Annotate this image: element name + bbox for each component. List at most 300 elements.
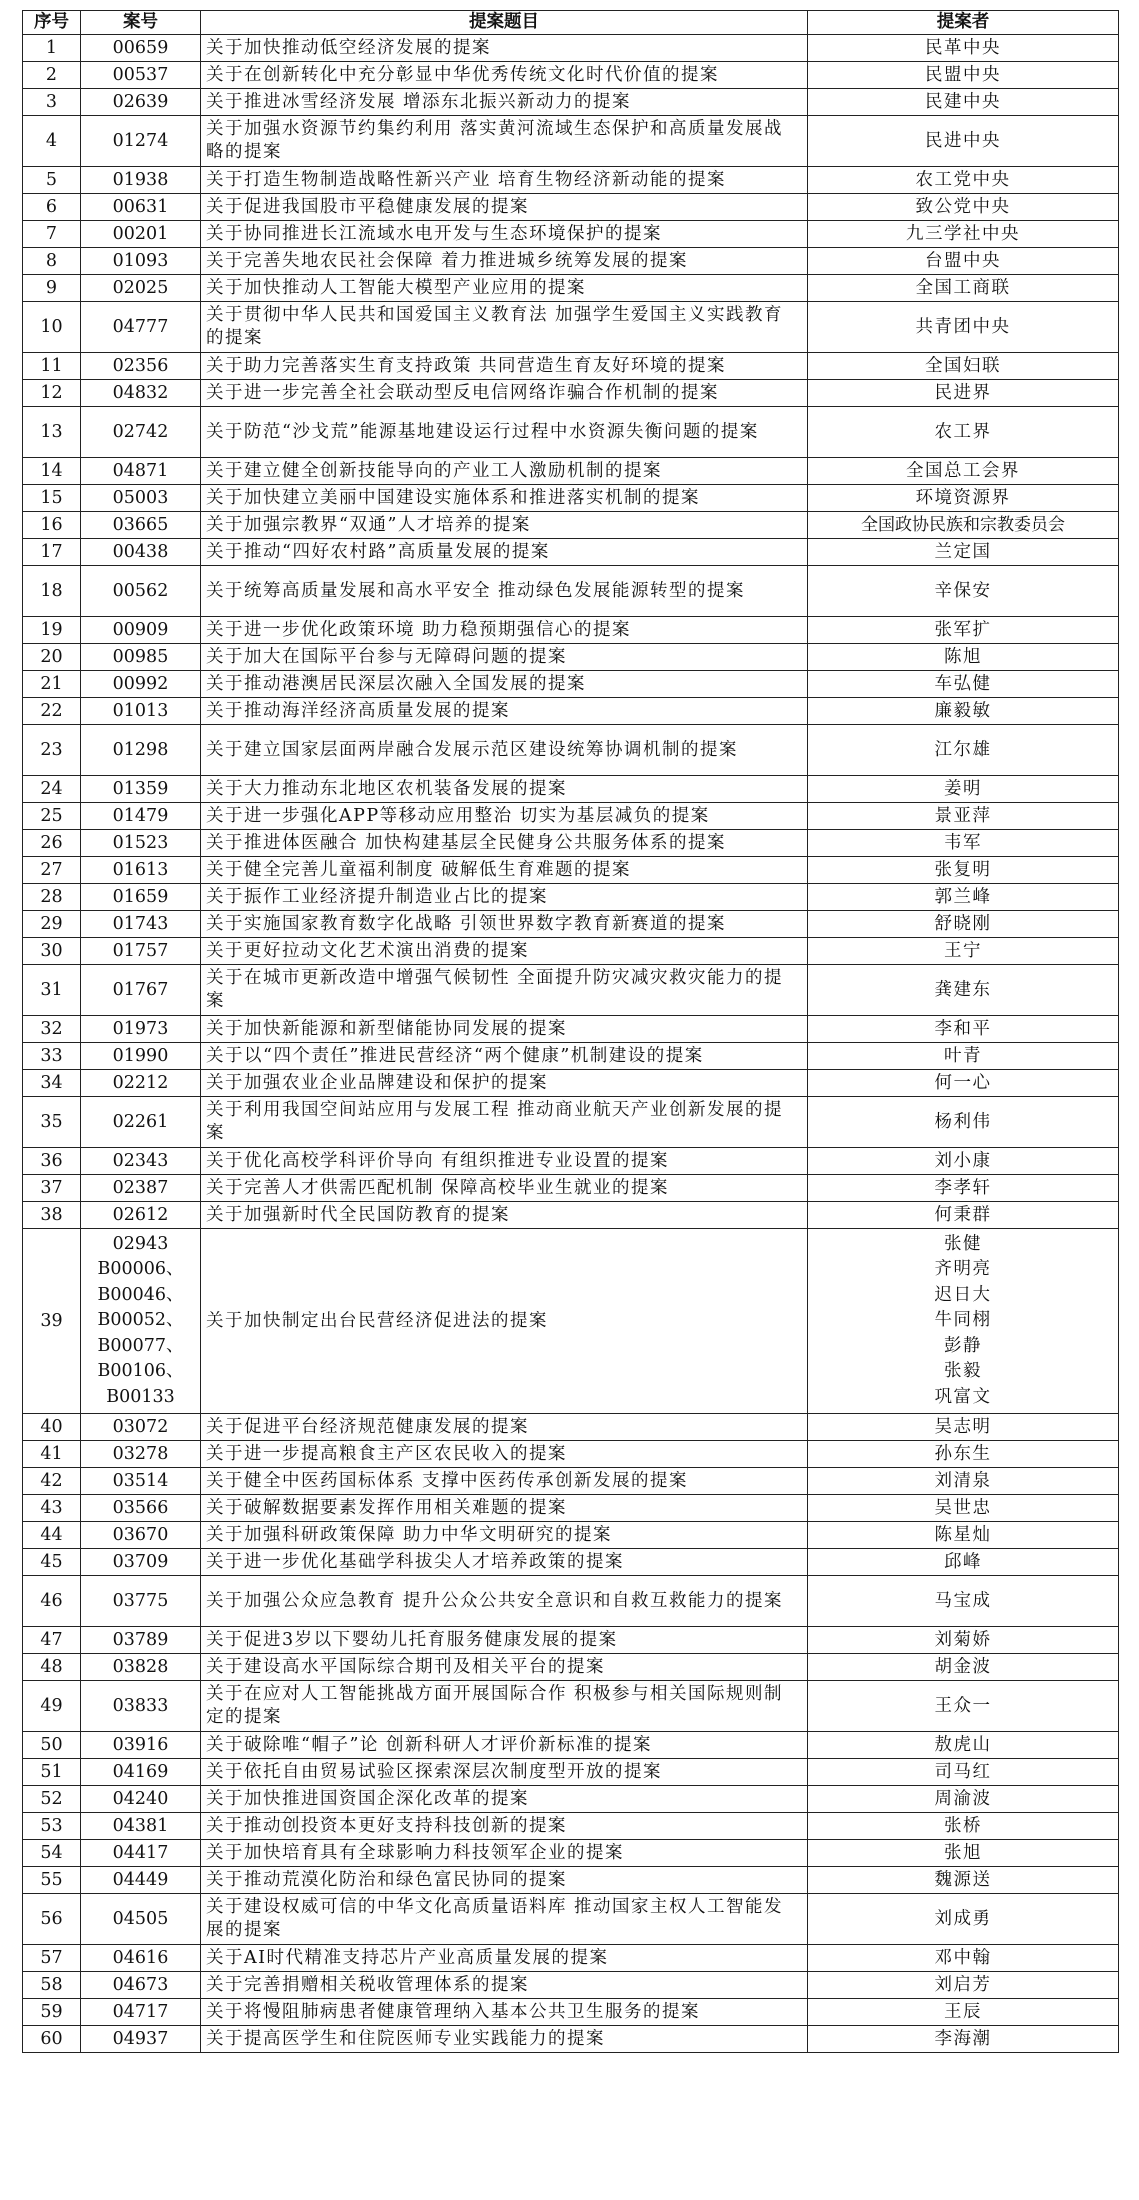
row-title: 关于提高医学生和住院医师专业实践能力的提案 xyxy=(201,2026,808,2053)
row-title: 关于将慢阻肺病患者健康管理纳入基本公共卫生服务的提案 xyxy=(201,1999,808,2026)
row-number: 02742 xyxy=(81,407,201,458)
row-number: 01757 xyxy=(81,938,201,965)
row-seq: 47 xyxy=(23,1627,81,1654)
row-number: 01973 xyxy=(81,1016,201,1043)
row-proposer: 陈星灿 xyxy=(808,1522,1119,1549)
row-seq: 40 xyxy=(23,1414,81,1441)
row-title: 关于加快建立美丽中国建设实施体系和推进落实机制的提案 xyxy=(201,485,808,512)
row-proposer: 李和平 xyxy=(808,1016,1119,1043)
table-row xyxy=(23,1894,1119,1945)
row-number: 03566 xyxy=(81,1495,201,1522)
row-seq: 37 xyxy=(23,1175,81,1202)
row-seq: 23 xyxy=(23,725,81,776)
row-number: 05003 xyxy=(81,485,201,512)
row-seq: 28 xyxy=(23,884,81,911)
row-proposer: 龚建东 xyxy=(808,965,1119,1016)
row-title: 关于推动港澳居民深层次融入全国发展的提案 xyxy=(201,671,808,698)
table-row xyxy=(23,1681,1119,1732)
row-seq: 45 xyxy=(23,1549,81,1576)
row-number: 00562 xyxy=(81,566,201,617)
table-row xyxy=(23,167,1119,194)
table-row xyxy=(23,1627,1119,1654)
row-seq: 27 xyxy=(23,857,81,884)
table-row xyxy=(23,2026,1119,2053)
row-number: 01013 xyxy=(81,698,201,725)
row-number: 00438 xyxy=(81,539,201,566)
row-title: 关于推动海洋经济高质量发展的提案 xyxy=(201,698,808,725)
table-row xyxy=(23,221,1119,248)
row-proposer: 张复明 xyxy=(808,857,1119,884)
row-number: 04381 xyxy=(81,1813,201,1840)
row-number: 01298 xyxy=(81,725,201,776)
row-seq: 13 xyxy=(23,407,81,458)
row-seq: 57 xyxy=(23,1945,81,1972)
row-number: 00659 xyxy=(81,35,201,62)
row-proposer: 吴志明 xyxy=(808,1414,1119,1441)
row-seq: 16 xyxy=(23,512,81,539)
row-number: 03278 xyxy=(81,1441,201,1468)
row-proposer: 周渝波 xyxy=(808,1786,1119,1813)
row-seq: 30 xyxy=(23,938,81,965)
row-title: 关于更好拉动文化艺术演出消费的提案 xyxy=(201,938,808,965)
row-proposer: 王辰 xyxy=(808,1999,1119,2026)
row-proposer: 全国工商联 xyxy=(808,275,1119,302)
row-title: 关于协同推进长江流域水电开发与生态环境保护的提案 xyxy=(201,221,808,248)
row-proposer: 全国政协民族和宗教委员会 xyxy=(808,512,1119,539)
row-title: 关于打造生物制造战略性新兴产业 培育生物经济新动能的提案 xyxy=(201,167,808,194)
table-row xyxy=(23,1759,1119,1786)
row-title: 关于加快推动人工智能大模型产业应用的提案 xyxy=(201,275,808,302)
row-proposer: 邱峰 xyxy=(808,1549,1119,1576)
row-seq: 41 xyxy=(23,1441,81,1468)
row-proposer: 王众一 xyxy=(808,1681,1119,1732)
row-number: 02612 xyxy=(81,1202,201,1229)
row-number: 04871 xyxy=(81,458,201,485)
row-number: 00201 xyxy=(81,221,201,248)
table-row xyxy=(23,353,1119,380)
row-proposer: 全国总工会界 xyxy=(808,458,1119,485)
table-row xyxy=(23,275,1119,302)
row-proposer: 刘清泉 xyxy=(808,1468,1119,1495)
row-seq: 56 xyxy=(23,1894,81,1945)
row-title: 关于统筹高质量发展和高水平安全 推动绿色发展能源转型的提案 xyxy=(201,566,808,617)
row-title: 关于加快培育具有全球影响力科技领军企业的提案 xyxy=(201,1840,808,1867)
row-proposer: 何一心 xyxy=(808,1070,1119,1097)
row-number: 01938 xyxy=(81,167,201,194)
row-number: 03775 xyxy=(81,1576,201,1627)
row-number: 02261 xyxy=(81,1097,201,1148)
row-proposer: 陈旭 xyxy=(808,644,1119,671)
row-title: 关于以“四个责任”推进民营经济“两个健康”机制建设的提案 xyxy=(201,1043,808,1070)
row-number: 03828 xyxy=(81,1654,201,1681)
row-proposer: 张军扩 xyxy=(808,617,1119,644)
row-proposer: 张健 齐明亮 迟日大 牛同栩 彭静 张毅 巩富文 xyxy=(808,1229,1119,1414)
row-proposer: 民革中央 xyxy=(808,35,1119,62)
row-proposer: 司马红 xyxy=(808,1759,1119,1786)
row-seq: 15 xyxy=(23,485,81,512)
table-row xyxy=(23,1972,1119,1999)
row-number: 01274 xyxy=(81,116,201,167)
row-number: 01359 xyxy=(81,776,201,803)
row-proposer: 民建中央 xyxy=(808,89,1119,116)
row-seq: 25 xyxy=(23,803,81,830)
row-number: 03916 xyxy=(81,1732,201,1759)
row-proposer: 张桥 xyxy=(808,1813,1119,1840)
row-title: 关于加大在国际平台参与无障碍问题的提案 xyxy=(201,644,808,671)
row-seq: 51 xyxy=(23,1759,81,1786)
row-title: 关于破除唯“帽子”论 创新科研人才评价新标准的提案 xyxy=(201,1732,808,1759)
row-title: 关于完善捐赠相关税收管理体系的提案 xyxy=(201,1972,808,1999)
row-number: 03514 xyxy=(81,1468,201,1495)
table-row xyxy=(23,248,1119,275)
row-number: 01659 xyxy=(81,884,201,911)
row-proposer: 吴世忠 xyxy=(808,1495,1119,1522)
row-title: 关于促进平台经济规范健康发展的提案 xyxy=(201,1414,808,1441)
row-proposer: 全国妇联 xyxy=(808,353,1119,380)
row-seq: 12 xyxy=(23,380,81,407)
row-proposer: 胡金波 xyxy=(808,1654,1119,1681)
table-row xyxy=(23,671,1119,698)
row-number: 01990 xyxy=(81,1043,201,1070)
row-number: 02212 xyxy=(81,1070,201,1097)
table-row xyxy=(23,407,1119,458)
table-row xyxy=(23,803,1119,830)
table-row xyxy=(23,1016,1119,1043)
row-number: 01613 xyxy=(81,857,201,884)
row-proposer: 舒晓刚 xyxy=(808,911,1119,938)
row-number: 03709 xyxy=(81,1549,201,1576)
table-row xyxy=(23,1522,1119,1549)
row-proposer: 邓中翰 xyxy=(808,1945,1119,1972)
row-seq: 50 xyxy=(23,1732,81,1759)
row-seq: 34 xyxy=(23,1070,81,1097)
table-row xyxy=(23,1867,1119,1894)
row-proposer: 民进中央 xyxy=(808,116,1119,167)
table-row xyxy=(23,1576,1119,1627)
table-row xyxy=(23,1999,1119,2026)
row-proposer: 杨利伟 xyxy=(808,1097,1119,1148)
row-number: 00992 xyxy=(81,671,201,698)
table-row xyxy=(23,1148,1119,1175)
row-title: 关于推进冰雪经济发展 增添东北振兴新动力的提案 xyxy=(201,89,808,116)
row-seq: 59 xyxy=(23,1999,81,2026)
row-seq: 53 xyxy=(23,1813,81,1840)
row-proposer: 车弘健 xyxy=(808,671,1119,698)
row-proposer: 叶青 xyxy=(808,1043,1119,1070)
row-proposer: 李孝轩 xyxy=(808,1175,1119,1202)
row-title: 关于加快推进国资国企深化改革的提案 xyxy=(201,1786,808,1813)
row-seq: 10 xyxy=(23,302,81,353)
table-row xyxy=(23,1070,1119,1097)
row-seq: 5 xyxy=(23,167,81,194)
row-seq: 60 xyxy=(23,2026,81,2053)
row-seq: 2 xyxy=(23,62,81,89)
row-title: 关于加强水资源节约集约利用 落实黄河流域生态保护和高质量发展战略的提案 xyxy=(201,116,808,167)
table-row xyxy=(23,1414,1119,1441)
row-proposer: 刘菊娇 xyxy=(808,1627,1119,1654)
table-row xyxy=(23,485,1119,512)
table-body xyxy=(23,35,1119,2053)
row-title: 关于在创新转化中充分彰显中华优秀传统文化时代价值的提案 xyxy=(201,62,808,89)
header-proposer: 提案者 xyxy=(808,11,1119,35)
row-proposer: 环境资源界 xyxy=(808,485,1119,512)
row-proposer: 何秉群 xyxy=(808,1202,1119,1229)
table-row xyxy=(23,1549,1119,1576)
row-title: 关于防范“沙戈荒”能源基地建设运行过程中水资源失衡问题的提案 xyxy=(201,407,808,458)
table-row xyxy=(23,857,1119,884)
row-seq: 38 xyxy=(23,1202,81,1229)
table-row xyxy=(23,1840,1119,1867)
row-title: 关于完善失地农民社会保障 着力推进城乡统筹发展的提案 xyxy=(201,248,808,275)
row-title: 关于AI时代精准支持芯片产业高质量发展的提案 xyxy=(201,1945,808,1972)
table-header xyxy=(23,11,1119,35)
header-title: 提案题目 xyxy=(201,11,808,35)
row-proposer: 刘启芳 xyxy=(808,1972,1119,1999)
row-proposer: 张旭 xyxy=(808,1840,1119,1867)
row-number: 04717 xyxy=(81,1999,201,2026)
row-number: 01093 xyxy=(81,248,201,275)
row-seq: 39 xyxy=(23,1229,81,1414)
row-number: 03670 xyxy=(81,1522,201,1549)
row-title: 关于建设权威可信的中华文化高质量语料库 推动国家主权人工智能发展的提案 xyxy=(201,1894,808,1945)
row-title: 关于进一步完善全社会联动型反电信网络诈骗合作机制的提案 xyxy=(201,380,808,407)
row-proposer: 兰定国 xyxy=(808,539,1119,566)
table-row xyxy=(23,938,1119,965)
row-seq: 36 xyxy=(23,1148,81,1175)
row-title: 关于加强新时代全民国防教育的提案 xyxy=(201,1202,808,1229)
table-row xyxy=(23,302,1119,353)
row-title: 关于助力完善落实生育支持政策 共同营造生育友好环境的提案 xyxy=(201,353,808,380)
table-row xyxy=(23,1175,1119,1202)
table-row xyxy=(23,698,1119,725)
table-row xyxy=(23,1654,1119,1681)
row-title: 关于利用我国空间站应用与发展工程 推动商业航天产业创新发展的提案 xyxy=(201,1097,808,1148)
row-number: 01479 xyxy=(81,803,201,830)
row-seq: 8 xyxy=(23,248,81,275)
row-proposer: 辛保安 xyxy=(808,566,1119,617)
row-title: 关于完善人才供需匹配机制 保障高校毕业生就业的提案 xyxy=(201,1175,808,1202)
table-row xyxy=(23,1229,1119,1414)
header-number: 案号 xyxy=(81,11,201,35)
row-number: 04169 xyxy=(81,1759,201,1786)
row-seq: 11 xyxy=(23,353,81,380)
row-proposer: 李海潮 xyxy=(808,2026,1119,2053)
row-seq: 32 xyxy=(23,1016,81,1043)
row-proposer: 刘小康 xyxy=(808,1148,1119,1175)
table-row xyxy=(23,644,1119,671)
row-title: 关于建设高水平国际综合期刊及相关平台的提案 xyxy=(201,1654,808,1681)
row-proposer: 魏源送 xyxy=(808,1867,1119,1894)
row-seq: 35 xyxy=(23,1097,81,1148)
row-seq: 22 xyxy=(23,698,81,725)
row-seq: 55 xyxy=(23,1867,81,1894)
table-row xyxy=(23,725,1119,776)
row-number: 00985 xyxy=(81,644,201,671)
table-row xyxy=(23,830,1119,857)
table-row xyxy=(23,911,1119,938)
row-title: 关于推进体医融合 加快构建基层全民健身公共服务体系的提案 xyxy=(201,830,808,857)
row-seq: 29 xyxy=(23,911,81,938)
row-title: 关于贯彻中华人民共和国爱国主义教育法 加强学生爱国主义实践教育的提案 xyxy=(201,302,808,353)
row-seq: 43 xyxy=(23,1495,81,1522)
row-number: 04673 xyxy=(81,1972,201,1999)
row-number: 02639 xyxy=(81,89,201,116)
row-number: 02343 xyxy=(81,1148,201,1175)
row-number: 01767 xyxy=(81,965,201,1016)
row-number: 04417 xyxy=(81,1840,201,1867)
row-number: 03789 xyxy=(81,1627,201,1654)
row-title: 关于促进3岁以下婴幼儿托育服务健康发展的提案 xyxy=(201,1627,808,1654)
row-title: 关于优化高校学科评价导向 有组织推进专业设置的提案 xyxy=(201,1148,808,1175)
row-seq: 17 xyxy=(23,539,81,566)
row-seq: 54 xyxy=(23,1840,81,1867)
table-row xyxy=(23,512,1119,539)
table-row xyxy=(23,1202,1119,1229)
row-title: 关于推动创投资本更好支持科技创新的提案 xyxy=(201,1813,808,1840)
row-seq: 4 xyxy=(23,116,81,167)
row-title: 关于破解数据要素发挥作用相关难题的提案 xyxy=(201,1495,808,1522)
row-title: 关于进一步提高粮食主产区农民收入的提案 xyxy=(201,1441,808,1468)
row-seq: 52 xyxy=(23,1786,81,1813)
table-row xyxy=(23,617,1119,644)
table-row xyxy=(23,1468,1119,1495)
table-row xyxy=(23,539,1119,566)
row-seq: 49 xyxy=(23,1681,81,1732)
row-number: 04505 xyxy=(81,1894,201,1945)
row-proposer: 马宝成 xyxy=(808,1576,1119,1627)
row-seq: 18 xyxy=(23,566,81,617)
row-title: 关于加强农业企业品牌建设和保护的提案 xyxy=(201,1070,808,1097)
table-row xyxy=(23,1441,1119,1468)
row-title: 关于进一步优化政策环境 助力稳预期强信心的提案 xyxy=(201,617,808,644)
row-proposer: 台盟中央 xyxy=(808,248,1119,275)
table-row xyxy=(23,116,1119,167)
row-proposer: 景亚萍 xyxy=(808,803,1119,830)
table-row xyxy=(23,566,1119,617)
row-title: 关于在城市更新改造中增强气候韧性 全面提升防灾减灾救灾能力的提案 xyxy=(201,965,808,1016)
table-row xyxy=(23,1495,1119,1522)
row-proposer: 江尔雄 xyxy=(808,725,1119,776)
row-seq: 20 xyxy=(23,644,81,671)
row-title: 关于加强宗教界“双通”人才培养的提案 xyxy=(201,512,808,539)
row-number: 03833 xyxy=(81,1681,201,1732)
row-title: 关于健全中医药国标体系 支撑中医药传承创新发展的提案 xyxy=(201,1468,808,1495)
row-proposer: 王宁 xyxy=(808,938,1119,965)
row-seq: 42 xyxy=(23,1468,81,1495)
row-proposer: 农工党中央 xyxy=(808,167,1119,194)
row-title: 关于加强科研政策保障 助力中华文明研究的提案 xyxy=(201,1522,808,1549)
row-seq: 6 xyxy=(23,194,81,221)
row-title: 关于加快新能源和新型储能协同发展的提案 xyxy=(201,1016,808,1043)
row-seq: 48 xyxy=(23,1654,81,1681)
table-row xyxy=(23,194,1119,221)
row-proposer: 共青团中央 xyxy=(808,302,1119,353)
row-number: 02356 xyxy=(81,353,201,380)
row-seq: 44 xyxy=(23,1522,81,1549)
row-number: 04616 xyxy=(81,1945,201,1972)
row-title: 关于依托自由贸易试验区探索深层次制度型开放的提案 xyxy=(201,1759,808,1786)
row-title: 关于进一步强化APP等移动应用整治 切实为基层减负的提案 xyxy=(201,803,808,830)
row-proposer: 刘成勇 xyxy=(808,1894,1119,1945)
table-row xyxy=(23,380,1119,407)
row-seq: 21 xyxy=(23,671,81,698)
row-title: 关于在应对人工智能挑战方面开展国际合作 积极参与相关国际规则制定的提案 xyxy=(201,1681,808,1732)
row-proposer: 致公党中央 xyxy=(808,194,1119,221)
row-number: 04777 xyxy=(81,302,201,353)
row-seq: 24 xyxy=(23,776,81,803)
row-seq: 9 xyxy=(23,275,81,302)
table-row xyxy=(23,89,1119,116)
table-row xyxy=(23,1813,1119,1840)
table-row xyxy=(23,776,1119,803)
row-title: 关于推动“四好农村路”高质量发展的提案 xyxy=(201,539,808,566)
row-proposer: 敖虎山 xyxy=(808,1732,1119,1759)
row-number: 04240 xyxy=(81,1786,201,1813)
table-row xyxy=(23,884,1119,911)
row-title: 关于加快推动低空经济发展的提案 xyxy=(201,35,808,62)
row-number: 01743 xyxy=(81,911,201,938)
table-row xyxy=(23,62,1119,89)
row-number: 01523 xyxy=(81,830,201,857)
row-number: 04937 xyxy=(81,2026,201,2053)
row-seq: 31 xyxy=(23,965,81,1016)
row-number: 02025 xyxy=(81,275,201,302)
row-proposer: 姜明 xyxy=(808,776,1119,803)
row-number: 00909 xyxy=(81,617,201,644)
table-row xyxy=(23,1097,1119,1148)
proposals-table xyxy=(22,10,1119,2053)
row-number: 04832 xyxy=(81,380,201,407)
table-row xyxy=(23,35,1119,62)
row-seq: 46 xyxy=(23,1576,81,1627)
row-seq: 14 xyxy=(23,458,81,485)
row-title: 关于建立国家层面两岸融合发展示范区建设统筹协调机制的提案 xyxy=(201,725,808,776)
row-seq: 26 xyxy=(23,830,81,857)
row-proposer: 廉毅敏 xyxy=(808,698,1119,725)
row-proposer: 农工界 xyxy=(808,407,1119,458)
row-number: 00537 xyxy=(81,62,201,89)
row-title: 关于健全完善儿童福利制度 破解低生育难题的提案 xyxy=(201,857,808,884)
table-row xyxy=(23,1786,1119,1813)
row-title: 关于促进我国股市平稳健康发展的提案 xyxy=(201,194,808,221)
row-proposer: 韦军 xyxy=(808,830,1119,857)
header-seq: 序号 xyxy=(23,11,81,35)
row-title: 关于加快制定出台民营经济促进法的提案 xyxy=(201,1229,808,1414)
row-number: 02387 xyxy=(81,1175,201,1202)
row-seq: 58 xyxy=(23,1972,81,1999)
row-title: 关于加强公众应急教育 提升公众公共安全意识和自救互救能力的提案 xyxy=(201,1576,808,1627)
row-seq: 19 xyxy=(23,617,81,644)
table-row xyxy=(23,1945,1119,1972)
row-seq: 33 xyxy=(23,1043,81,1070)
table-row xyxy=(23,1732,1119,1759)
row-proposer: 九三学社中央 xyxy=(808,221,1119,248)
row-title: 关于建立健全创新技能导向的产业工人激励机制的提案 xyxy=(201,458,808,485)
table-row xyxy=(23,965,1119,1016)
row-number: 03665 xyxy=(81,512,201,539)
table-row xyxy=(23,1043,1119,1070)
row-title: 关于推动荒漠化防治和绿色富民协同的提案 xyxy=(201,1867,808,1894)
row-number: 00631 xyxy=(81,194,201,221)
row-number: 02943 B00006、 B00046、 B00052、 B00077、 B00106、 B00133 xyxy=(81,1229,201,1414)
table-row xyxy=(23,458,1119,485)
row-proposer: 郭兰峰 xyxy=(808,884,1119,911)
row-seq: 1 xyxy=(23,35,81,62)
row-seq: 3 xyxy=(23,89,81,116)
row-proposer: 民进界 xyxy=(808,380,1119,407)
row-title: 关于振作工业经济提升制造业占比的提案 xyxy=(201,884,808,911)
row-number: 04449 xyxy=(81,1867,201,1894)
